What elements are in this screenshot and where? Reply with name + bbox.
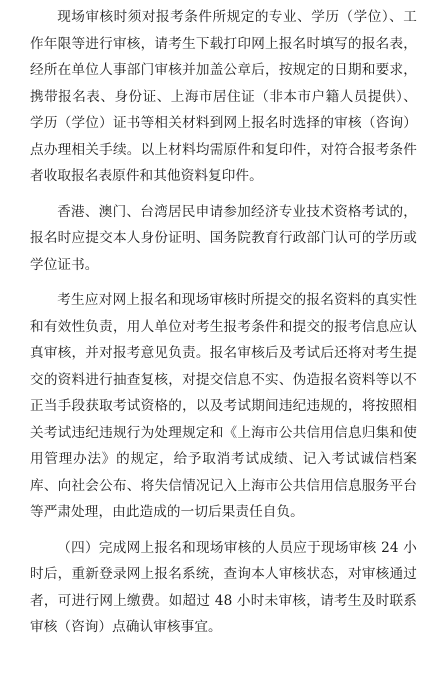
paragraph-hk-macao-taiwan: 香港、澳门、台湾居民申请参加经济专业技术资格考试的，报名时应提交本人身份证明、国务院教育行政部门认可的学历或学位证书。 [30, 203, 417, 273]
paragraph-online-payment: （四）完成网上报名和现场审核的人员应于现场审核 24 小时后，重新登录网上报名系统，查询本人审核状态，对审核通过者，可进行网上缴费。如超过 48 小时未审核，请考生及时联系审核（咨询）点确认审核事宜。 [30, 539, 417, 635]
paragraph-onsite-review: 现场审核时须对报考条件所规定的专业、学历（学位）、工作年限等进行审核，请考生下载打印网上报名时填写的报名表，经所在单位人事部门审核并加盖公章后，按规定的日期和要求，携带报名表、身份证、上海市居住证（非本市户籍人员提供）、学历（学位）证书等相关材料到网上报名时选择的审核（咨询）点办理相关手续。以上材料均需原件和复印件，对符合报考条件者收取报名表原件和其他资料复印件。 [30, 9, 417, 184]
paragraph-candidate-responsibility: 考生应对网上报名和现场审核时所提交的报名资料的真实性和有效性负责，用人单位对考生报考条件和提交的报考信息应认真审核，并对报考意见负责。报名审核后及考试后还将对考生提交的资料进行抽查复核，对提交信息不实、伪造报名资料等以不正当手段获取考试资格的，以及考试期间违纪违规的，将按照相关考试违纪违规行为处理规定和《上海市公共信用信息归集和使用管理办法》的规定，给予取消考试成绩、记入考试诚信档案库、向社会公布、将失信情况记入上海市公共信用信息服务平台等严肃处理，由此造成的一切后果责任自负。 [30, 292, 417, 520]
